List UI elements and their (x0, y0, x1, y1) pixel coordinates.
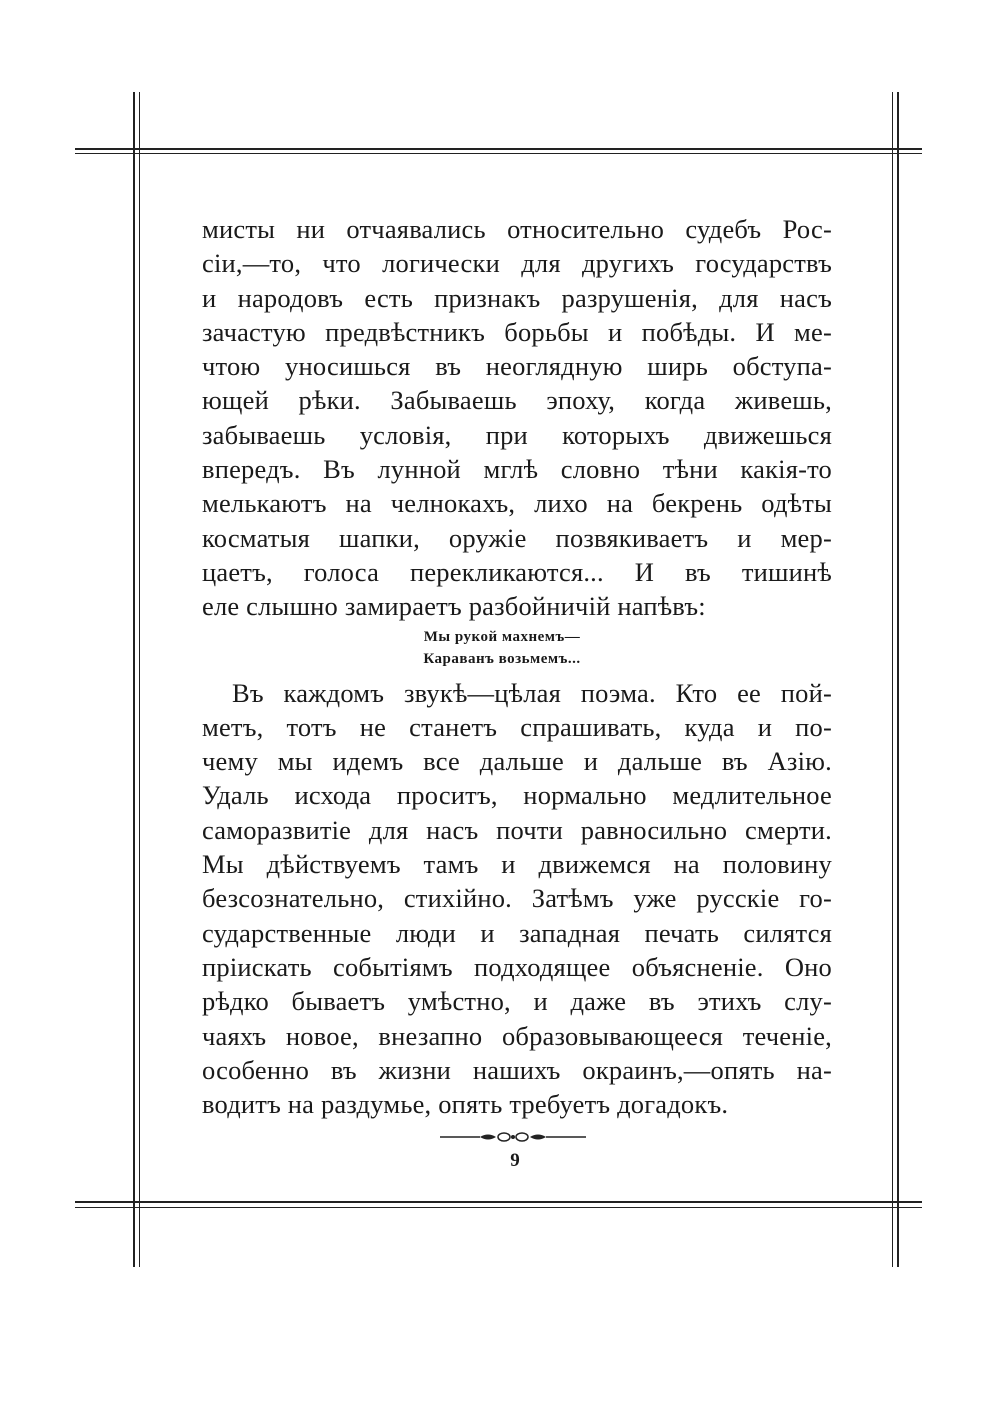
verse-line: Караванъ возьмемъ... (423, 650, 581, 667)
text-line: безсознательно, стихійно. Затѣмъ уже русскіе го- (202, 883, 832, 914)
page-text (202, 212, 832, 1121)
text-line: пріискать событіямъ подходящее объясненіе. Оно (202, 951, 832, 982)
ornament-divider-icon (440, 1129, 586, 1145)
frame-rule-right-inner (892, 92, 893, 1267)
text-line: впередъ. Въ лунной мглѣ словно тѣни какія-то (202, 454, 832, 485)
verse-quote (202, 626, 832, 670)
text-line: мелькаютъ на челнокахъ, лихо на бекрень одѣты (202, 488, 832, 519)
frame-rule-bottom (75, 1201, 922, 1203)
text-line: чему мы идемъ все дальше и дальше въ Азію. (202, 746, 832, 777)
text-line: Мы дѣйствуемъ тамъ и движемся на половину (202, 849, 832, 880)
text-line: сіи,—то, что логически для другихъ государствъ (202, 248, 832, 279)
text-line: Въ каждомъ звукѣ—цѣлая поэма. Кто ее пой- (232, 677, 832, 708)
frame-rule-top (75, 148, 922, 150)
text-line: чтою уносишься въ неоглядную ширь обступа- (202, 351, 832, 382)
text-line: водитъ на раздумье, опять требуетъ догадокъ. (202, 1089, 729, 1120)
text-line: косматыя шапки, оружіе позвякиваетъ и мер- (202, 522, 832, 553)
text-line: метъ, тотъ не станетъ спрашивать, куда и по- (202, 711, 832, 742)
text-line: мисты ни отчаявались относительно судебъ Рос- (202, 214, 832, 244)
text-line: саморазвитіе для насъ почти равносильно смерти. (202, 814, 832, 845)
text-line: еле слышно замираетъ разбойничій напѣвъ: (202, 591, 706, 622)
verse-line: Мы рукой махнемъ— (423, 628, 581, 645)
frame-rule-left-inner (139, 92, 140, 1267)
text-line: рѣдко бываетъ умѣстно, и даже въ этихъ слу- (202, 986, 832, 1017)
frame-rule-bottom-inner (75, 1207, 922, 1208)
text-line: и народовъ есть признакъ разрушенія, для насъ (202, 282, 832, 313)
text-line: чаяхъ новое, внезапно образовывающееся теченіе, (202, 1020, 832, 1051)
page-number: 9 (510, 1150, 520, 1171)
text-line: ющей рѣки. Забываешь эпоху, когда живешь, (202, 385, 832, 416)
text-line: Удаль исхода проситъ, нормально медлительное (202, 780, 832, 811)
text-line: цаетъ, голоса перекликаются... И въ тишинѣ (202, 556, 832, 587)
frame-rule-right (897, 92, 899, 1267)
text-line: сударственные люди и западная печать силятся (202, 917, 832, 948)
text-line: зачастую предвѣстникъ борьбы и побѣды. И ме- (202, 316, 832, 347)
frame-rule-top-inner (75, 153, 922, 154)
frame-rule-left (133, 92, 135, 1267)
text-line: особенно въ жизни нашихъ окраинъ,—опять на- (202, 1054, 832, 1085)
text-line: забываешь условія, при которыхъ движешься (202, 419, 832, 450)
